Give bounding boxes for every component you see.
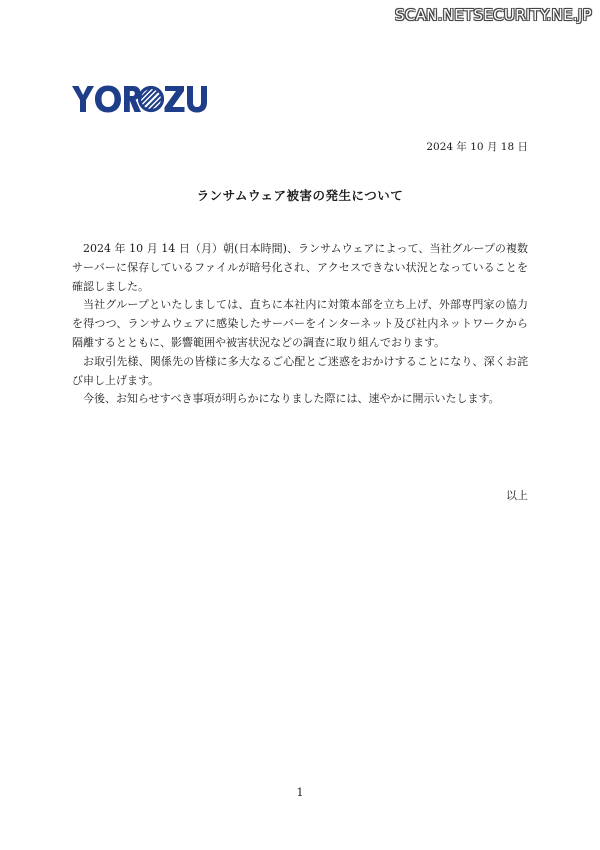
body-paragraph: 当社グループといたしましては、直ちに本社内に対策本部を立ち上げ、外部専門家の協力を得つつ、ランサムウェアに感染したサーバーをインターネット及び社内ネットワークから隔離するとともに、影響範囲や被害状況などの調査に取り組んでおります。 <box>72 298 528 349</box>
yorozu-logo-mark <box>72 83 222 115</box>
company-logo <box>72 83 222 115</box>
body-paragraph: お取引先様、関係先の皆様に多大なるご心配とご迷惑をおかけすることになり、深くお詫び申し上げます。 <box>72 354 528 387</box>
closing-remark: 以上 <box>506 489 528 502</box>
body-paragraph: 今後、お知らせすべき事項が明らかになりました際には、速やかに開示いたします。 <box>83 392 500 406</box>
page-number: 1 <box>296 786 304 799</box>
document-date: 2024 年 10 月 18 日 <box>426 141 528 153</box>
document-body <box>72 240 528 409</box>
document-title: ランサムウェア被害の発生について <box>196 188 404 203</box>
source-watermark: SCAN.NETSECURITY.NE.JP <box>395 6 592 24</box>
body-paragraph: 2024 年 10 月 14 日（月）朝(日本時間)、ランサムウェアによって、当社グループの複数サーバーに保存しているファイルが暗号化され、アクセスできない状況となっていることを確認しました。 <box>72 242 528 293</box>
